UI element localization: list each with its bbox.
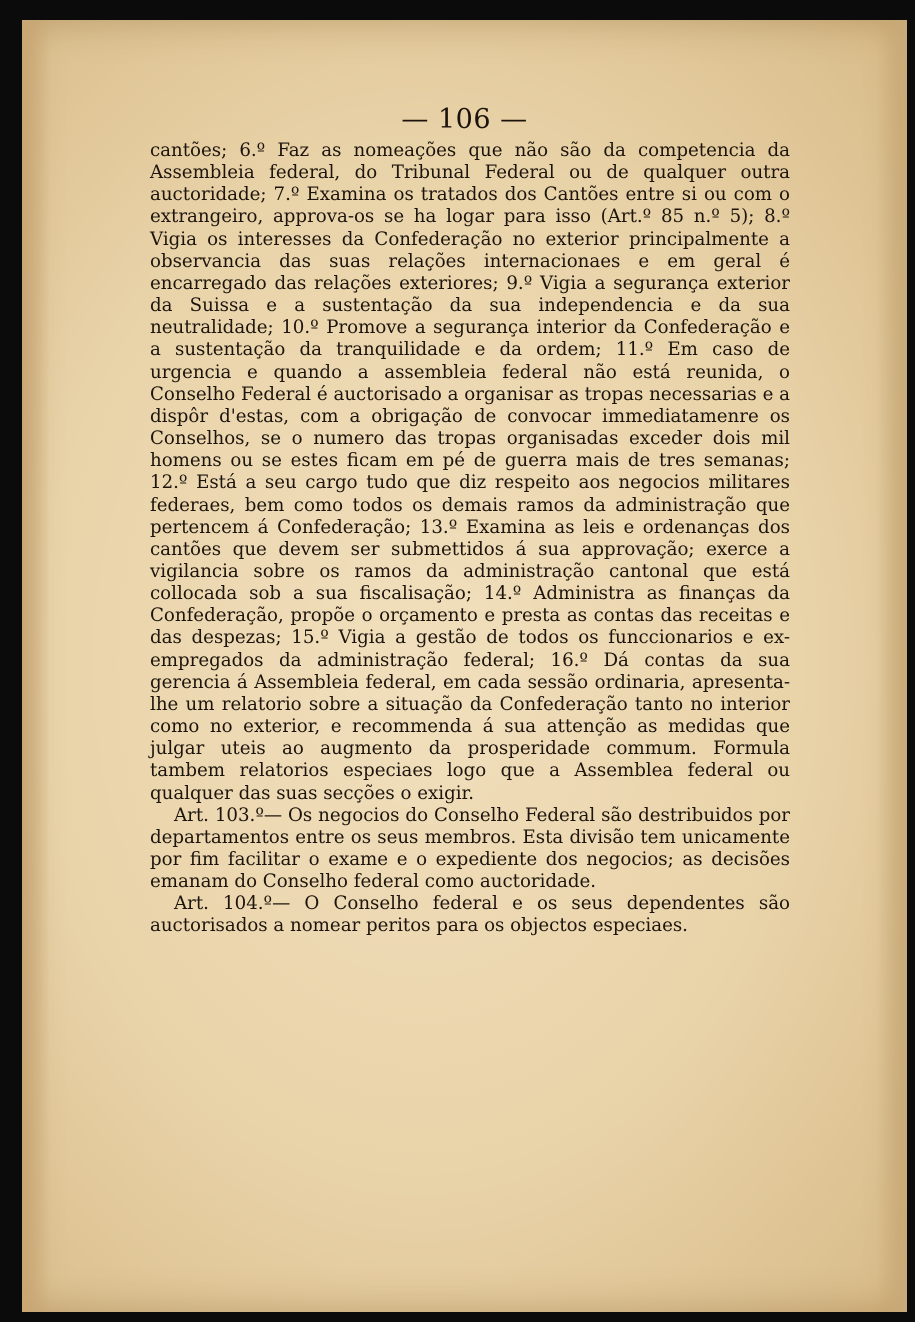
page-number: — 106 —: [401, 104, 528, 135]
page-gutter: [22, 20, 50, 1312]
paragraph-art-103: Art. 103.º— Os negocios do Conselho Federal são destribuidos por departamentos entre os seus membros. Esta divisão tem unicamente por fim facilitar o exame e o expediente dos negocios; as decisões emanam do Conselho federal como auctoridade.: [150, 804, 790, 893]
book-page: [22, 20, 907, 1312]
paragraph-art-104: Art. 104.º— O Conselho federal e os seus dependentes são auctorisados a nomear peritos para os objectos especiaes.: [150, 893, 790, 937]
page-edge: [877, 20, 907, 1312]
body-text: [150, 140, 790, 938]
paragraph-continuation: cantões; 6.º Faz as nomeações que não são da competencia da Assembleia federal, do Tribunal Federal ou de qualquer outra auctoridade; 7.º Examina os tratados dos Cantões entre si ou com o extrangeiro, approva-os se ha logar para isso (Art.º 85 n.º 5); 8.º Vigia os interesses da Confederação no exterior principalmente a observancia das suas relações internacionaes e em geral é encarregado das relações exteriores; 9.º Vigia a segurança exterior da Suissa e a sustentação da sua independencia e da sua neutralidade; 10.º Promove a segurança interior da Confederação e a sustentação da tranquilidade e da ordem; 11.º Em caso de urgencia e quando a assembleia federal não está reunida, o Conselho Federal é auctorisado a organisar as tropas necessarias e a dispôr d'estas, com a obrigação de convocar immediatamenre os Conselhos, se o numero das tropas organisadas exceder dois mil homens ou se estes ficam em pé de guerra mais de tres semanas; 12.º Está a seu cargo tudo que diz respeito aos negocios militares federaes, bem como todos os demais ramos da administração que pertencem á Confederação; 13.º Examina as leis e ordenanças dos cantões que devem ser submettidos á sua approvação; exerce a vigilancia sobre os ramos da administração cantonal que está collocada sob a sua fiscalisação; 14.º Administra as finanças da Confederação, propõe o orçamento e presta as contas das receitas e das despezas; 15.º Vigia a gestão de todos os funccionarios e ex-empregados da administração federal; 16.º Dá contas da sua gerencia á Assembleia federal, em cada sessão ordinaria, apresenta-lhe um relatorio sobre a situação da Confederação tanto no interior como no exterior, e recommenda á sua attenção as medidas que julgar uteis ao augmento da prosperidade commum. Formula tambem relatorios especiaes logo que a Assemblea federal ou qualquer das suas secções o exigir.: [150, 140, 790, 804]
